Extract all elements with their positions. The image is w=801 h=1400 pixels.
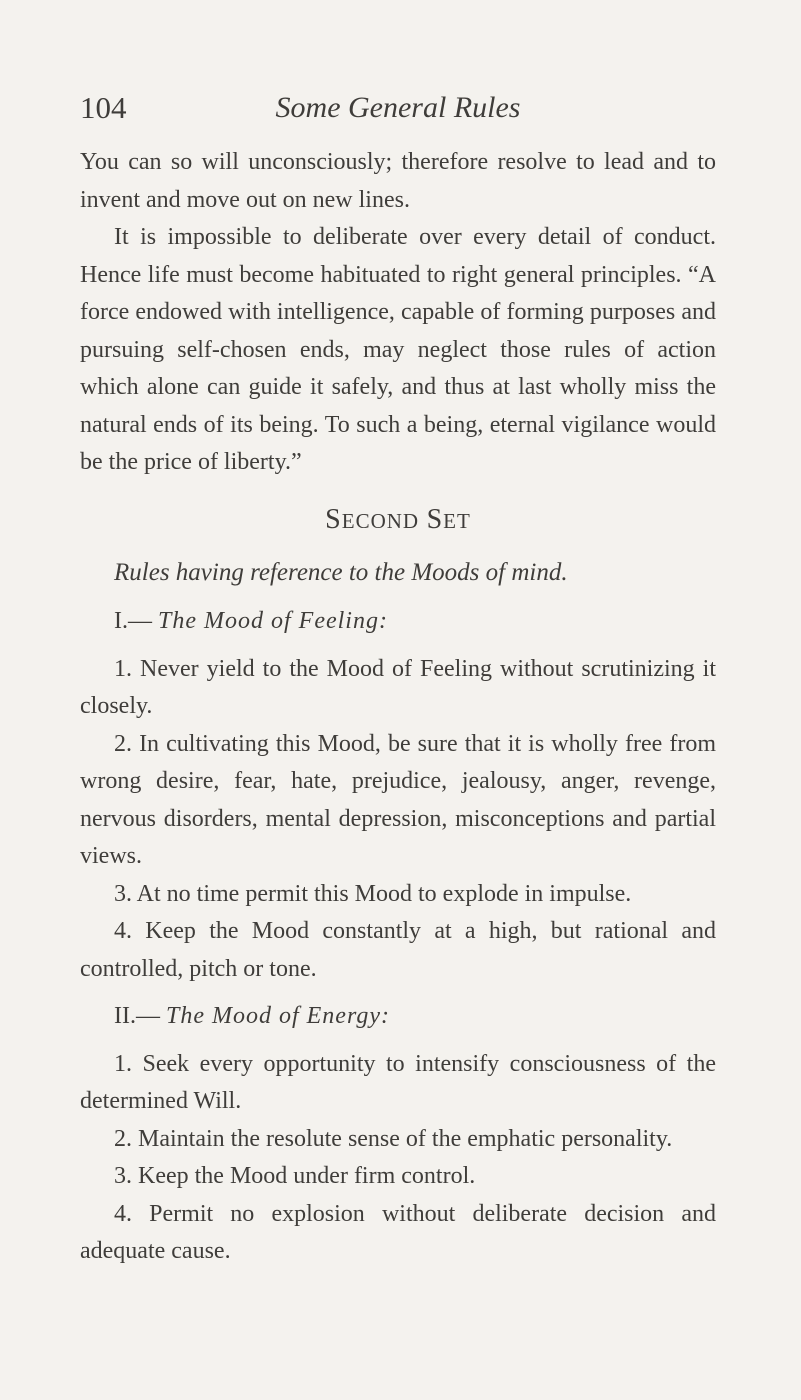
section-subtitle: Rules having reference to the Moods of mind.	[114, 558, 568, 586]
running-title: Some General Rules	[275, 91, 521, 124]
rule-item: 3. Keep the Mood under firm control.	[114, 1163, 476, 1189]
rule-item: 3. At no time permit this Mood to explode in impulse.	[114, 880, 632, 907]
rule-item: 4. Keep the Mood constantly at a high, but rational and controlled, pitch or tone.	[80, 918, 716, 982]
mood-heading-feeling: I.— The Mood of Feeling:	[114, 608, 388, 634]
rule-item: 2. Maintain the resolute sense of the emphatic personality.	[114, 1125, 673, 1152]
mood-heading-energy: II.— The Mood of Energy:	[114, 1003, 391, 1029]
page-number: 104	[80, 90, 127, 125]
rule-item: 1. Never yield to the Mood of Feeling without scrutinizing it closely.	[80, 655, 716, 719]
rule-item: 4. Permit no explosion without deliberate decision and adequate cause.	[80, 1200, 716, 1264]
section-title: SECOND SET	[325, 503, 471, 535]
paragraph: You can so will unconsciously; therefore resolve to lead and to invent and move out on new lines.	[80, 149, 716, 213]
rule-item: 2. In cultivating this Mood, be sure that it is wholly free from wrong desire, fear, hate, prejudice, jealousy, anger, revenge, nervous disorders, mental depression, misconceptions and partial views.	[80, 730, 716, 869]
book-page	[80, 88, 716, 1271]
running-head	[80, 88, 716, 128]
paragraph: It is impossible to deliberate over every detail of conduct. Hence life must become habituated to right general principles. “A force endowed with intelligence, capable of forming purposes and pursuing self-chosen ends, may neglect those rules of action which alone can guide it safely, and thus at last wholly miss the natural ends of its being. To such a being, eternal vigilance would be the price of liberty.”	[80, 224, 716, 475]
rule-item: 1. Seek every opportunity to intensify consciousness of the determined Will.	[80, 1050, 716, 1114]
